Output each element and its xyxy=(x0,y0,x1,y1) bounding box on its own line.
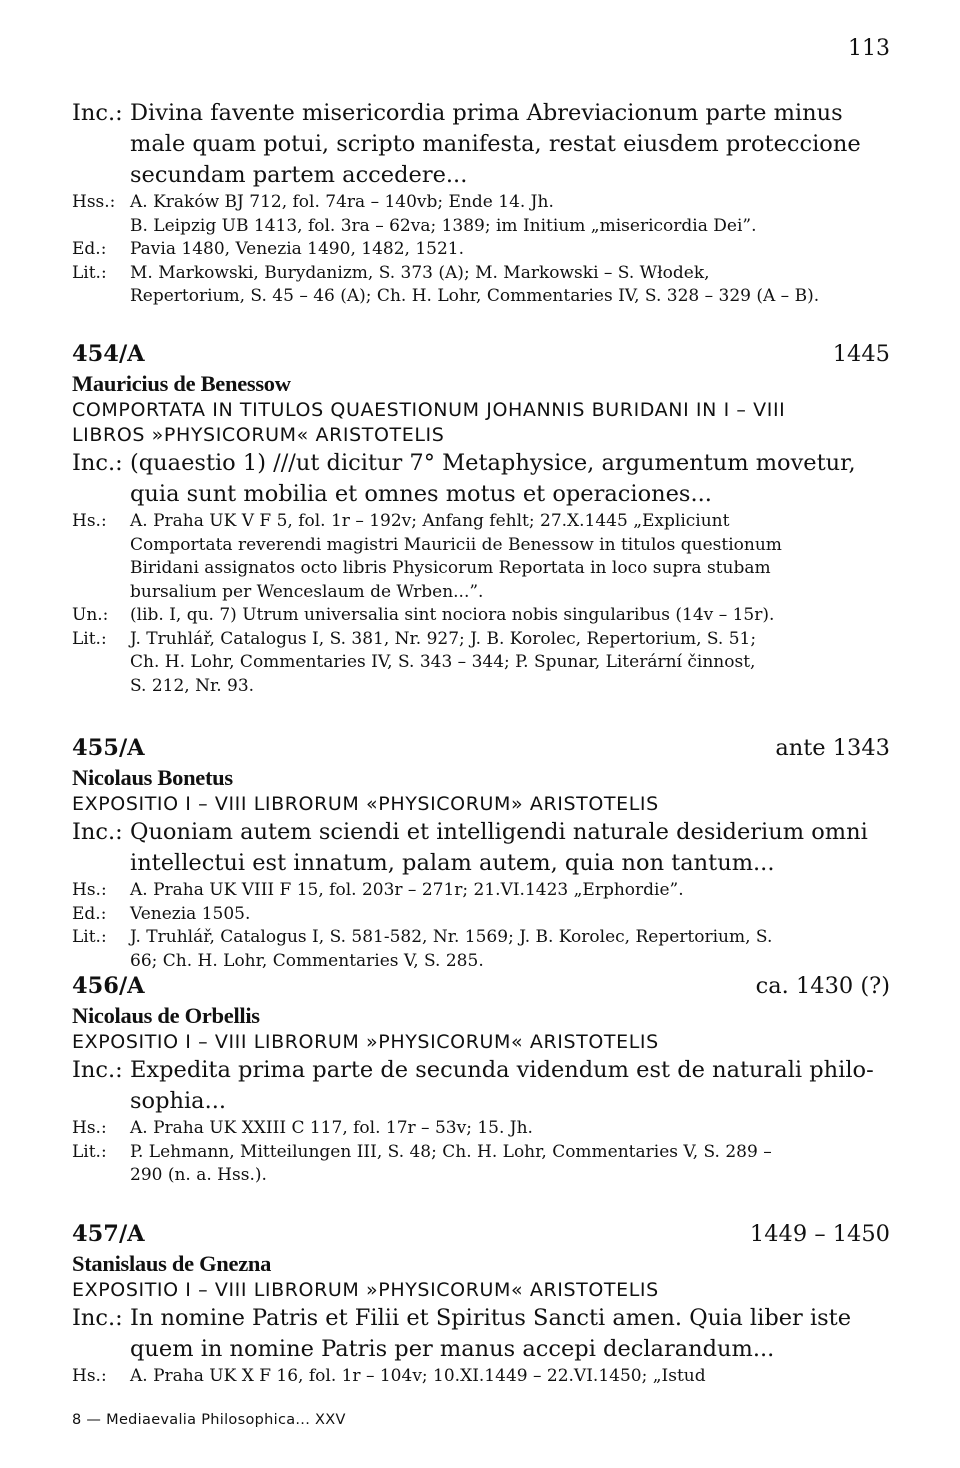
incipit-line: secundam partem accedere... xyxy=(130,162,468,188)
inc-label: Inc.: xyxy=(72,819,123,845)
question-text: (lib. I, qu. 7) Utrum universalia sint nociora nobis singularibus (14v – 15r). xyxy=(130,605,775,625)
inc-label: Inc.: xyxy=(72,100,123,126)
entry-title-line: EXPOSITIO I – VIII LIBRORUM «PHYSICORUM» ARISTOTELIS xyxy=(72,793,659,815)
ed-label: Ed.: xyxy=(72,903,107,924)
page-number: 113 xyxy=(848,36,890,61)
incipit-line: quia sunt mobilia et omnes motus et operaciones... xyxy=(130,481,712,507)
incipit-line: Divina favente misericordia prima Abreviacionum parte minus xyxy=(130,100,843,126)
hs-label: Hs.: xyxy=(72,511,107,531)
manuscript-line: Comportata reverendi magistri Mauricii de Benessow in titulos questionum xyxy=(130,534,782,555)
manuscript-line: bursalium per Wenceslaum de Wrben...”. xyxy=(130,581,484,602)
edition-text: Venezia 1505. xyxy=(130,903,251,924)
incipit-line: In nomine Patris et Filii et Spiritus Sancti amen. Quia liber iste xyxy=(130,1305,852,1331)
incipit-line: quem in nomine Patris per manus accepi declarandum... xyxy=(130,1336,775,1362)
hs-label: Hs.: xyxy=(72,1118,107,1138)
manuscript-line: Biridani assignatos octo libris Physicorum Reportata in loco supra stubam xyxy=(130,558,771,578)
entry-author: Nicolaus de Orbellis xyxy=(72,1003,260,1028)
literature-line: S. 212, Nr. 93. xyxy=(130,675,255,696)
page-footer: 8 — Mediaevalia Philosophica... XXV xyxy=(72,1412,346,1428)
entry-title-line: EXPOSITIO I – VIII LIBRORUM »PHYSICORUM« ARISTOTELIS xyxy=(72,1031,659,1053)
manuscript-line: A. Praha UK V F 5, fol. 1r – 192v; Anfang fehlt; 27.X.1445 „Expliciunt xyxy=(130,511,730,531)
literature-line: J. Truhlář, Catalogus I, S. 581-582, Nr. 1569; J. B. Korolec, Repertorium, S. xyxy=(130,927,773,947)
hs-label: Hs.: xyxy=(72,1366,107,1386)
inc-label: Inc.: xyxy=(72,1305,123,1331)
entry-number: 455/A xyxy=(72,735,145,761)
un-label: Un.: xyxy=(72,605,109,625)
entry-title-line: EXPOSITIO I – VIII LIBRORUM »PHYSICORUM« ARISTOTELIS xyxy=(72,1279,659,1301)
entry-456 xyxy=(72,972,890,1188)
entry-454 xyxy=(72,340,890,698)
lit-label: Lit.: xyxy=(72,628,107,649)
manuscript-line: A. Praha UK X F 16, fol. 1r – 104v; 10.XI.1449 – 22.VI.1450; „Istud xyxy=(130,1366,706,1386)
lit-label: Lit.: xyxy=(72,927,107,947)
intro-entry xyxy=(72,98,890,309)
entry-title-line: COMPORTATA IN TITULOS QUAESTIONUM JOHANNIS BURIDANI IN I – VIII xyxy=(72,399,786,421)
entry-title-line: LIBROS »PHYSICORUM« ARISTOTELIS xyxy=(72,424,445,446)
literature-line: 290 (n. a. Hss.). xyxy=(130,1165,267,1185)
ed-label: Ed.: xyxy=(72,239,107,259)
hss-label: Hss.: xyxy=(72,192,116,212)
literature-line: M. Markowski, Burydanizm, S. 373 (A); M. Markowski – S. Włodek, xyxy=(130,262,710,283)
inc-label: Inc.: xyxy=(72,450,123,476)
literature-line: P. Lehmann, Mitteilungen III, S. 48; Ch. H. Lohr, Commentaries V, S. 289 – xyxy=(130,1141,772,1162)
entry-number: 456/A xyxy=(72,973,145,999)
hs-label: Hs.: xyxy=(72,880,107,900)
inc-label: Inc.: xyxy=(72,1057,123,1083)
entry-date: ante 1343 xyxy=(775,735,890,761)
incipit-line: (quaestio 1) ///ut dicitur 7° Metaphysice, argumentum movetur, xyxy=(130,450,856,476)
incipit-line: male quam potui, scripto manifesta, restat eiusdem proteccione xyxy=(130,131,861,157)
entry-number: 454/A xyxy=(72,341,145,367)
literature-line: Ch. H. Lohr, Commentaries IV, S. 343 – 344; P. Spunar, Literární činnost, xyxy=(130,652,756,672)
incipit-line: intellectui est innatum, palam autem, quia non tantum... xyxy=(130,850,775,876)
literature-line: J. Truhlář, Catalogus I, S. 381, Nr. 927; J. B. Korolec, Repertorium, S. 51; xyxy=(130,628,757,649)
literature-line: 66; Ch. H. Lohr, Commentaries V, S. 285. xyxy=(130,950,484,971)
incipit-line: Expedita prima parte de secunda videndum est de naturali philo- xyxy=(130,1057,874,1083)
manuscript-line: B. Leipzig UB 1413, fol. 3ra – 62va; 1389; im Initium „misericordia Dei”. xyxy=(130,215,757,236)
entry-author: Stanislaus de Gnezna xyxy=(72,1251,272,1276)
entry-455 xyxy=(72,734,890,973)
lit-label: Lit.: xyxy=(72,1141,107,1162)
entry-date: 1445 xyxy=(832,341,890,367)
entry-457 xyxy=(72,1220,890,1389)
lit-label: Lit.: xyxy=(72,262,107,283)
entry-author: Nicolaus Bonetus xyxy=(72,765,233,790)
manuscript-line: A. Praha UK VIII F 15, fol. 203r – 271r; 21.VI.1423 „Erphordie”. xyxy=(130,880,684,900)
entry-number: 457/A xyxy=(72,1221,145,1247)
edition-text: Pavia 1480, Venezia 1490, 1482, 1521. xyxy=(130,239,464,259)
incipit-line: Quoniam autem sciendi et intelligendi naturale desiderium omni xyxy=(130,819,868,845)
entry-author: Mauricius de Benessow xyxy=(72,371,291,396)
manuscript-line: A. Kraków BJ 712, fol. 74ra – 140vb; Ende 14. Jh. xyxy=(130,192,554,212)
literature-line: Repertorium, S. 45 – 46 (A); Ch. H. Lohr, Commentaries IV, S. 328 – 329 (A – B). xyxy=(130,286,820,306)
entry-date: 1449 – 1450 xyxy=(749,1221,890,1247)
manuscript-line: A. Praha UK XXIII C 117, fol. 17r – 53v; 15. Jh. xyxy=(130,1118,533,1138)
incipit-line: sophia... xyxy=(130,1088,227,1114)
entry-date: ca. 1430 (?) xyxy=(755,973,890,999)
